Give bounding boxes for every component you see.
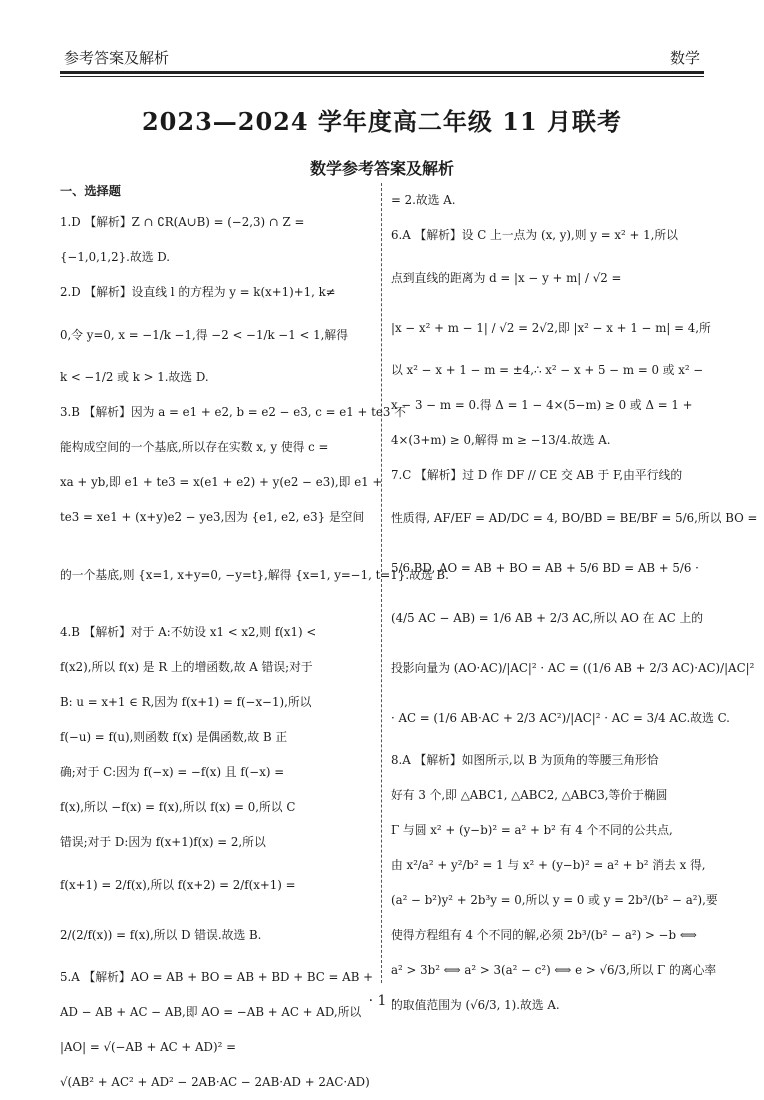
text-line: |x − x² + m − 1| / √2 = 2√2,即 |x² − x + 1 − m| = 4,所 [391,321,711,335]
text-line: 的一个基底,则 {x=1, x+y=0, −y=t},解得 {x=1, y=−1, t=1}.故选 B. [60,568,449,582]
text-line: xa + yb,即 e1 + te3 = x(e1 + e2) + y(e2 − e3),即 e1 + [60,475,383,489]
text-line: {−1,0,1,2}.故选 D. [60,250,171,264]
text-line: x − 3 − m = 0.得 Δ = 1 − 4×(5−m) ≥ 0 或 Δ = 1 + [391,398,693,412]
text-line: 8.A 【解析】如图所示,以 B 为顶角的等腰三角形恰 [391,753,659,767]
header-rule [60,71,704,74]
text-line: 由 x²/a² + y²/b² = 1 与 x² + (y−b)² = a² + b² 消去 x 得, [391,858,706,872]
text-line: 4×(3+m) ≥ 0,解得 m ≥ −13/4.故选 A. [391,433,611,447]
text-line: f(−u) = f(u),则函数 f(x) 是偶函数,故 B 正 [60,730,288,744]
text-line: 性质得, AF/EF = AD/DC = 4, BO/BD = BE/BF = 5/6,所以 BO = [391,511,758,525]
text-line: 以 x² − x + 1 − m = ±4,∴ x² − x + 5 − m = 0 或 x² − [391,363,704,377]
text-line: · AC = (1/6 AB·AC + 2/3 AC²)/|AC|² · AC = 3/4 AC.故选 C. [391,711,730,725]
text-line: f(x),所以 −f(x) = f(x),所以 f(x) = 0,所以 C [60,800,296,814]
text-line: Γ 与圆 x² + (y−b)² = a² + b² 有 4 个不同的公共点, [391,823,673,837]
text-line: k < −1/2 或 k > 1.故选 D. [60,370,209,384]
left-lines [60,205,449,1100]
page-subtitle: 数学参考答案及解析 [309,159,454,178]
text-line: 6.A 【解析】设 C 上一点为 (x, y),则 y = x² + 1,所以 [391,228,678,242]
text-line: √(AB² + AC² + AD² − 2AB·AC − 2AB·AD + 2AC·AD) [60,1075,370,1089]
text-line: = 2.故选 A. [391,193,456,207]
text-line: f(x+1) = 2/f(x),所以 f(x+2) = 2/f(x+1) = [60,878,296,892]
text-line: 投影向量为 (AO·AC)/|AC|² · AC = ((1/6 AB + 2/3 AC)·AC)/|AC|² [391,661,755,675]
text-line: 使得方程组有 4 个不同的解,必须 2b³/(b² − a²) > −b ⟺ [391,928,697,942]
text-line: 5/6 BD, AO = AB + BO = AB + 5/6 BD = AB + 5/6 · [391,561,699,575]
text-line: te3 = xe1 + (x+y)e2 − ye3,因为 {e1, e2, e3} 是空间 [60,510,365,524]
text-line: f(x2),所以 f(x) 是 R 上的增函数,故 A 错误;对于 [60,660,313,674]
text-line: 2.D 【解析】设直线 l 的方程为 y = k(x+1)+1, k≠ [60,285,336,299]
page-title: 2023—2024 学年度高二年级 11 月联考 [141,107,623,136]
text-line: 1.D 【解析】Z ∩ ∁R(A∪B) = (−2,3) ∩ Z = [60,215,305,229]
text-line: a² > 3b² ⟺ a² > 3(a² − c²) ⟺ e > √6/3,所以 Γ 的离心率 [391,963,717,977]
header-left-label: 参考答案及解析 [64,49,170,67]
text-line: 的取值范围为 (√6/3, 1).故选 A. [391,998,560,1012]
text-line: B: u = x+1 ∈ R,因为 f(x+1) = f(−x−1),所以 [60,695,312,709]
text-line: 2/(2/f(x)) = f(x),所以 D 错误.故选 B. [60,928,262,942]
text-line: 0,令 y=0, x = −1/k −1,得 −2 < −1/k −1 < 1,解得 [60,328,349,342]
text-line: 点到直线的距离为 d = |x − y + m| / √2 = [391,271,622,285]
header-rule-thin [60,76,704,77]
text-line: |AO| = √(−AB + AC + AD)² = [60,1040,236,1054]
text-line: (4/5 AC − AB) = 1/6 AB + 2/3 AC,所以 AO 在 AC 上的 [391,611,704,625]
text-line: 5.A 【解析】AO = AB + BO = AB + BD + BC = AB + [60,970,374,984]
text-line: (a² − b²)y² + 2b³y = 0,所以 y = 0 或 y = 2b³/(b² − a²),要 [391,893,718,907]
text-line: 错误;对于 D:因为 f(x+1)f(x) = 2,所以 [60,835,266,849]
text-line: 确;对于 C:因为 f(−x) = −f(x) 且 f(−x) = [60,765,285,779]
text-line: 4.B 【解析】对于 A:不妨设 x1 < x2,则 f(x1) < [60,625,317,639]
section-title: 一、选择题 [60,184,121,198]
text-line: 好有 3 个,即 △ABC1, △ABC2, △ABC3,等价于椭圆 [391,788,668,802]
column-divider [381,183,382,983]
text-line: 7.C 【解析】过 D 作 DF // CE 交 AB 于 F,由平行线的 [391,468,683,482]
text-line: AD − AB + AC − AB,即 AO = −AB + AC + AD,所以 [60,1005,362,1019]
text-line: 3.B 【解析】因为 a = e1 + e2, b = e2 − e3, c = e1 + te3 不 [60,405,406,419]
page-number: · 1 · [368,993,396,1009]
right-column [391,183,758,1023]
text-line: 能构成空间的一个基底,所以存在实数 x, y 使得 c = [60,440,329,454]
right-lines [391,183,758,1023]
header-subject-label: 数学 [669,49,700,67]
